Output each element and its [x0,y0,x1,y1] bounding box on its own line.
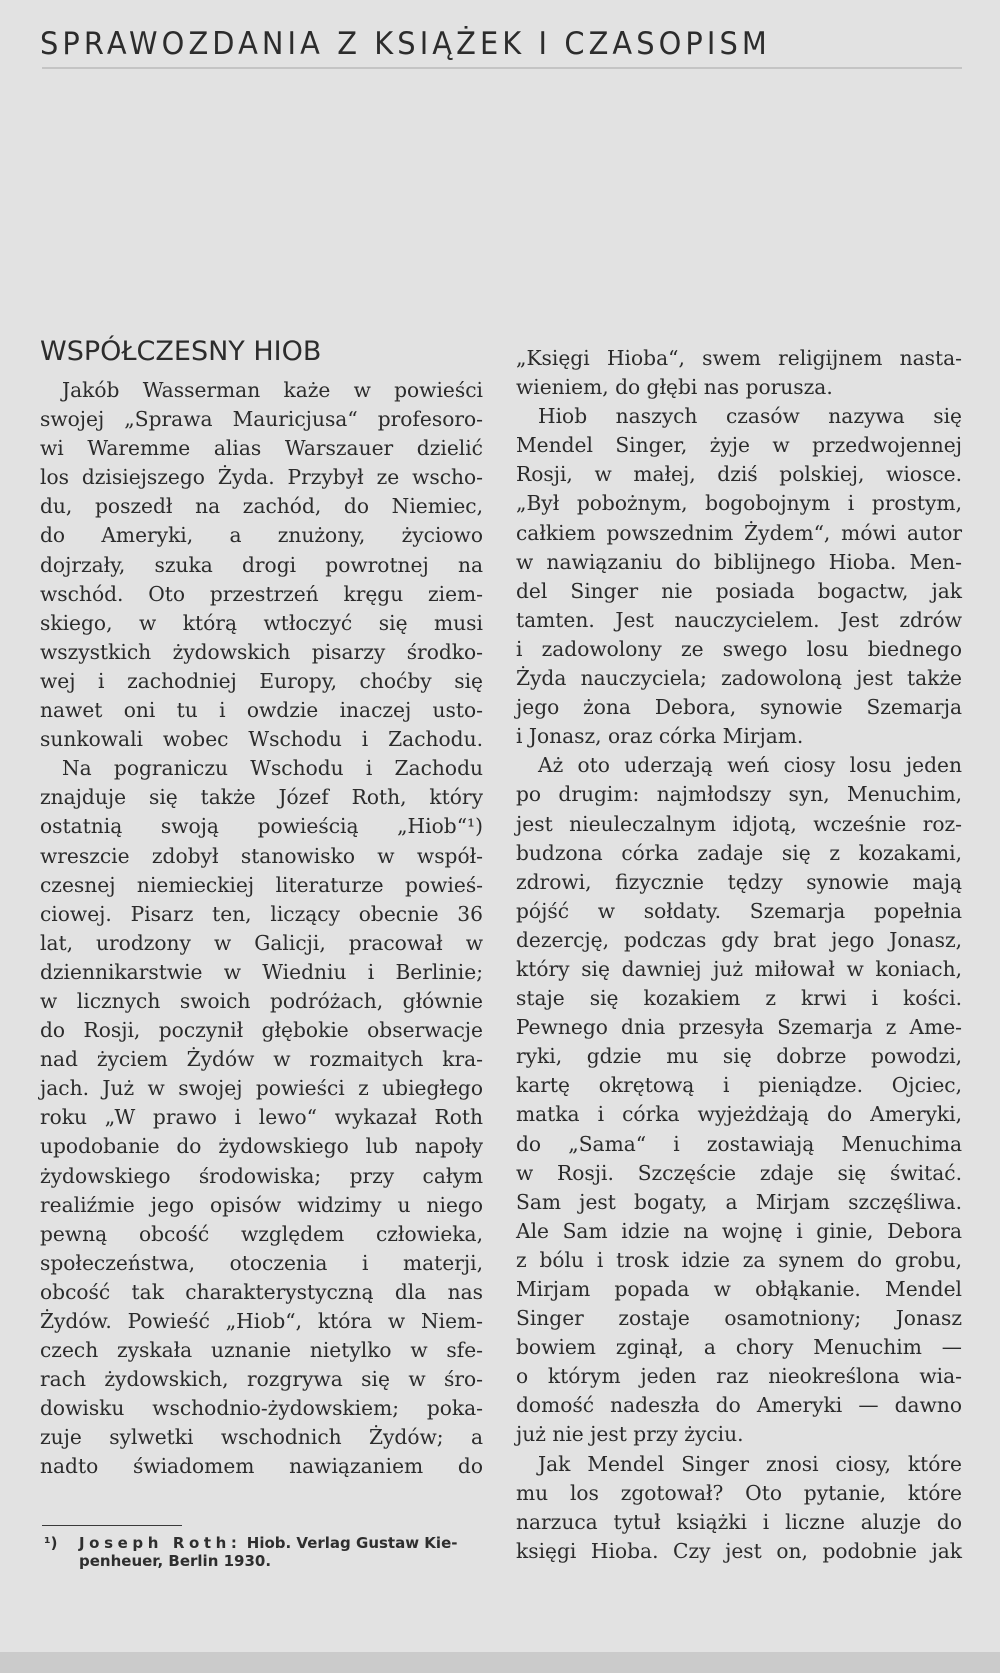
text-line: nad życiem Żydów w rozmaitych kra- [40,1047,483,1072]
text-line: Jak Mendel Singer znosi ciosy, które [538,1451,962,1476]
text-line: z bólu i trosk idzie za synem do grobu, [516,1247,962,1272]
text-line: obcość tak charakterystyczną dla nas [40,1279,483,1304]
text-line: po drugim: najmłodszy syn, Menuchim, [516,782,962,807]
text-line: i Jonasz, oraz córka Mirjam. [516,724,804,749]
text-line: tamten. Jest nauczycielem. Jest zdrów [516,607,962,632]
text-line: swojej „Sprawa Mauricjusa“ profesoro- [40,407,483,432]
footnote-line-1 [79,1534,484,1552]
running-head: SPRAWOZDANIA Z KSIĄŻEK I CZASOPISM [40,26,771,62]
text-line: mu los zgotował? Oto pytanie, które [516,1480,962,1505]
text-line: czesnej niemieckiej literaturze powieś- [40,872,483,897]
text-line: narzuca tytuł książki i liczne aluzje do [516,1509,962,1534]
text-line: „Księgi Hioba“, swem religijnem nasta- [516,346,962,370]
text-line: o którym jeden raz nieokreślona wia- [516,1364,962,1389]
text-line: w nawiązaniu do biblijnego Hioba. Men- [516,549,962,574]
text-line: jach. Już w swojej powieści z ubiegłego [40,1076,483,1101]
text-line: nadto świadomem nawiązaniem do [40,1454,483,1479]
text-line: Na pograniczu Wschodu i Zachodu [62,756,483,781]
text-line: domość nadeszła do Ameryki — dawno [516,1393,962,1418]
text-line: czech zyskała uznanie nietylko w sfe- [40,1338,483,1363]
text-line: du, poszedł na zachód, do Niemiec, [40,494,483,519]
text-line: zdrowi, fizycznie tędzy synowie mają [516,869,962,894]
header-divider [42,67,962,69]
text-line: Hiob naszych czasów nazywa się [538,404,962,429]
footnote [44,1534,484,1570]
text-line: pewną obcość względem człowieka, [40,1221,483,1246]
right-column-text [516,344,962,1566]
footnote-divider [42,1525,182,1526]
text-line: del Singer nie posiada bogactw, jak [516,578,962,603]
text-line: Pewnego dnia przesyła Szemarja z Ame- [516,1015,962,1040]
text-line: księgi Hioba. Czy jest on, podobnie jak [516,1538,962,1563]
text-line: i zadowolony ze swego losu biednego [516,636,962,661]
text-line: jego żona Debora, synowie Szemarja [516,695,962,720]
text-line: ostatnią swoją powieścią „Hiob“¹) [40,814,483,839]
text-line: do Ameryki, a znużony, życiowo [40,523,483,548]
text-line: Rosji, w małej, dziś polskiej, wiosce. [516,462,962,487]
text-line: który się dawniej już miłował w koniach, [516,956,962,981]
text-line: wej i zachodniej Europy, choćby się [40,668,483,693]
text-line: wszystkich żydowskich pisarzy środko- [40,639,483,664]
footnote-mark: ¹) [44,1534,58,1552]
text-line: wi Waremme alias Warszauer dzielić [40,436,483,461]
text-line: bowiem zginął, a chory Menuchim — [516,1335,962,1360]
text-line: jest nieuleczalnym idjotą, wcześnie roz- [516,811,962,836]
footnote-line-2: penheuer, Berlin 1930. [79,1552,272,1570]
text-line: społeczeństwa, otoczenia i materji, [40,1250,483,1275]
text-line: nawet oni tu i owdzie inaczej usto- [40,698,483,723]
text-line: pójść w sołdaty. Szemarja popełnia [516,898,962,923]
text-line: dojrzały, szuka drogi powrotnej na [40,552,483,577]
text-line: sunkowali wobec Wschodu i Zachodu. [40,727,483,752]
text-line: dziennikarstwie w Wiedniu i Berlinie; [40,959,483,984]
text-line: ryki, gdzie mu się dobrze powodzi, [516,1044,962,1069]
text-line: Żydów. Powieść „Hiob“, która w Niem- [40,1309,483,1333]
text-line: zuje sylwetki wschodnich Żydów; a [40,1425,483,1450]
left-column-text [40,376,483,1482]
text-line: Jakób Wasserman każe w powieści [62,378,483,402]
text-line: upodobanie do żydowskiego lub napoły [40,1134,483,1159]
text-line: w licznych swoich podróżach, głównie [40,988,483,1013]
text-line: Ale Sam idzie na wojnę i ginie, Debora [516,1218,962,1243]
text-line: do Rosji, poczynił głębokie obserwacje [40,1018,483,1043]
text-line: w Rosji. Szczęście zdaje się świtać. [516,1160,962,1185]
text-line: rach żydowskich, rozgrywa się w śro- [40,1367,483,1392]
text-line: Singer zostaje osamotniony; Jonasz [516,1306,962,1331]
text-line: dowisku wschodnio-żydowskiem; poka- [40,1396,483,1421]
text-line: wreszcie zdobył stanowisko w współ- [40,843,483,868]
text-line: ciowej. Pisarz ten, liczący obecnie 36 [40,901,483,926]
text-line: dezercję, podczas gdy brat jego Jonasz, [516,927,962,952]
text-line: roku „W prawo i lewo“ wykazał Roth [40,1105,483,1130]
article-title: WSPÓŁCZESNY HIOB [40,336,322,367]
text-line: skiego, w którą wtłoczyć się musi [40,610,483,635]
text-line: już nie jest przy życiu. [516,1422,744,1447]
text-line: żydowskiego środowiska; przy całym [40,1163,483,1188]
text-line: Aż oto uderzają weń ciosy losu jeden [538,753,962,778]
text-line: kartę okrętową i pieniądze. Ojciec, [516,1073,962,1098]
text-line: do „Sama“ i zostawiają Menuchima [516,1131,962,1156]
text-line: Sam jest bogaty, a Mirjam szczęśliwa. [516,1189,962,1214]
text-line: realiźmie jego opisów widzimy u niego [40,1192,483,1217]
text-line: Mirjam popada w obłąkanie. Mendel [516,1277,962,1301]
text-line: „Był pobożnym, bogobojnym i prostym, [516,491,962,516]
text-line: wschód. Oto przestrzeń kręgu ziem- [40,581,483,606]
text-line: staje się kozakiem z krwi i kości. [516,986,962,1011]
text-line: Żyda nauczyciela; zadowoloną jest także [516,666,962,691]
text-line: lat, urodzony w Galicji, pracował w [40,930,483,955]
scan-bottom-edge [0,1652,1000,1673]
text-line: los dzisiejszego Żyda. Przybył ze wscho- [40,465,483,490]
text-line: wieniem, do głębi nas porusza. [516,375,833,400]
text-line: matka i córka wyjeżdżają do Ameryki, [516,1102,962,1127]
text-line: Mendel Singer, żyje w przedwojennej [516,433,962,458]
text-line: budzona córka zadaje się z kozakami, [516,840,962,865]
footnote-author: Joseph Roth: [79,1534,242,1552]
text-line: znajduje się także Józef Roth, który [40,785,483,810]
text-line: całkiem powszednim Żydem“, mówi autor [516,520,962,545]
footnote-citation: Hiob. Verlag Gustaw Kie- [246,1534,458,1552]
